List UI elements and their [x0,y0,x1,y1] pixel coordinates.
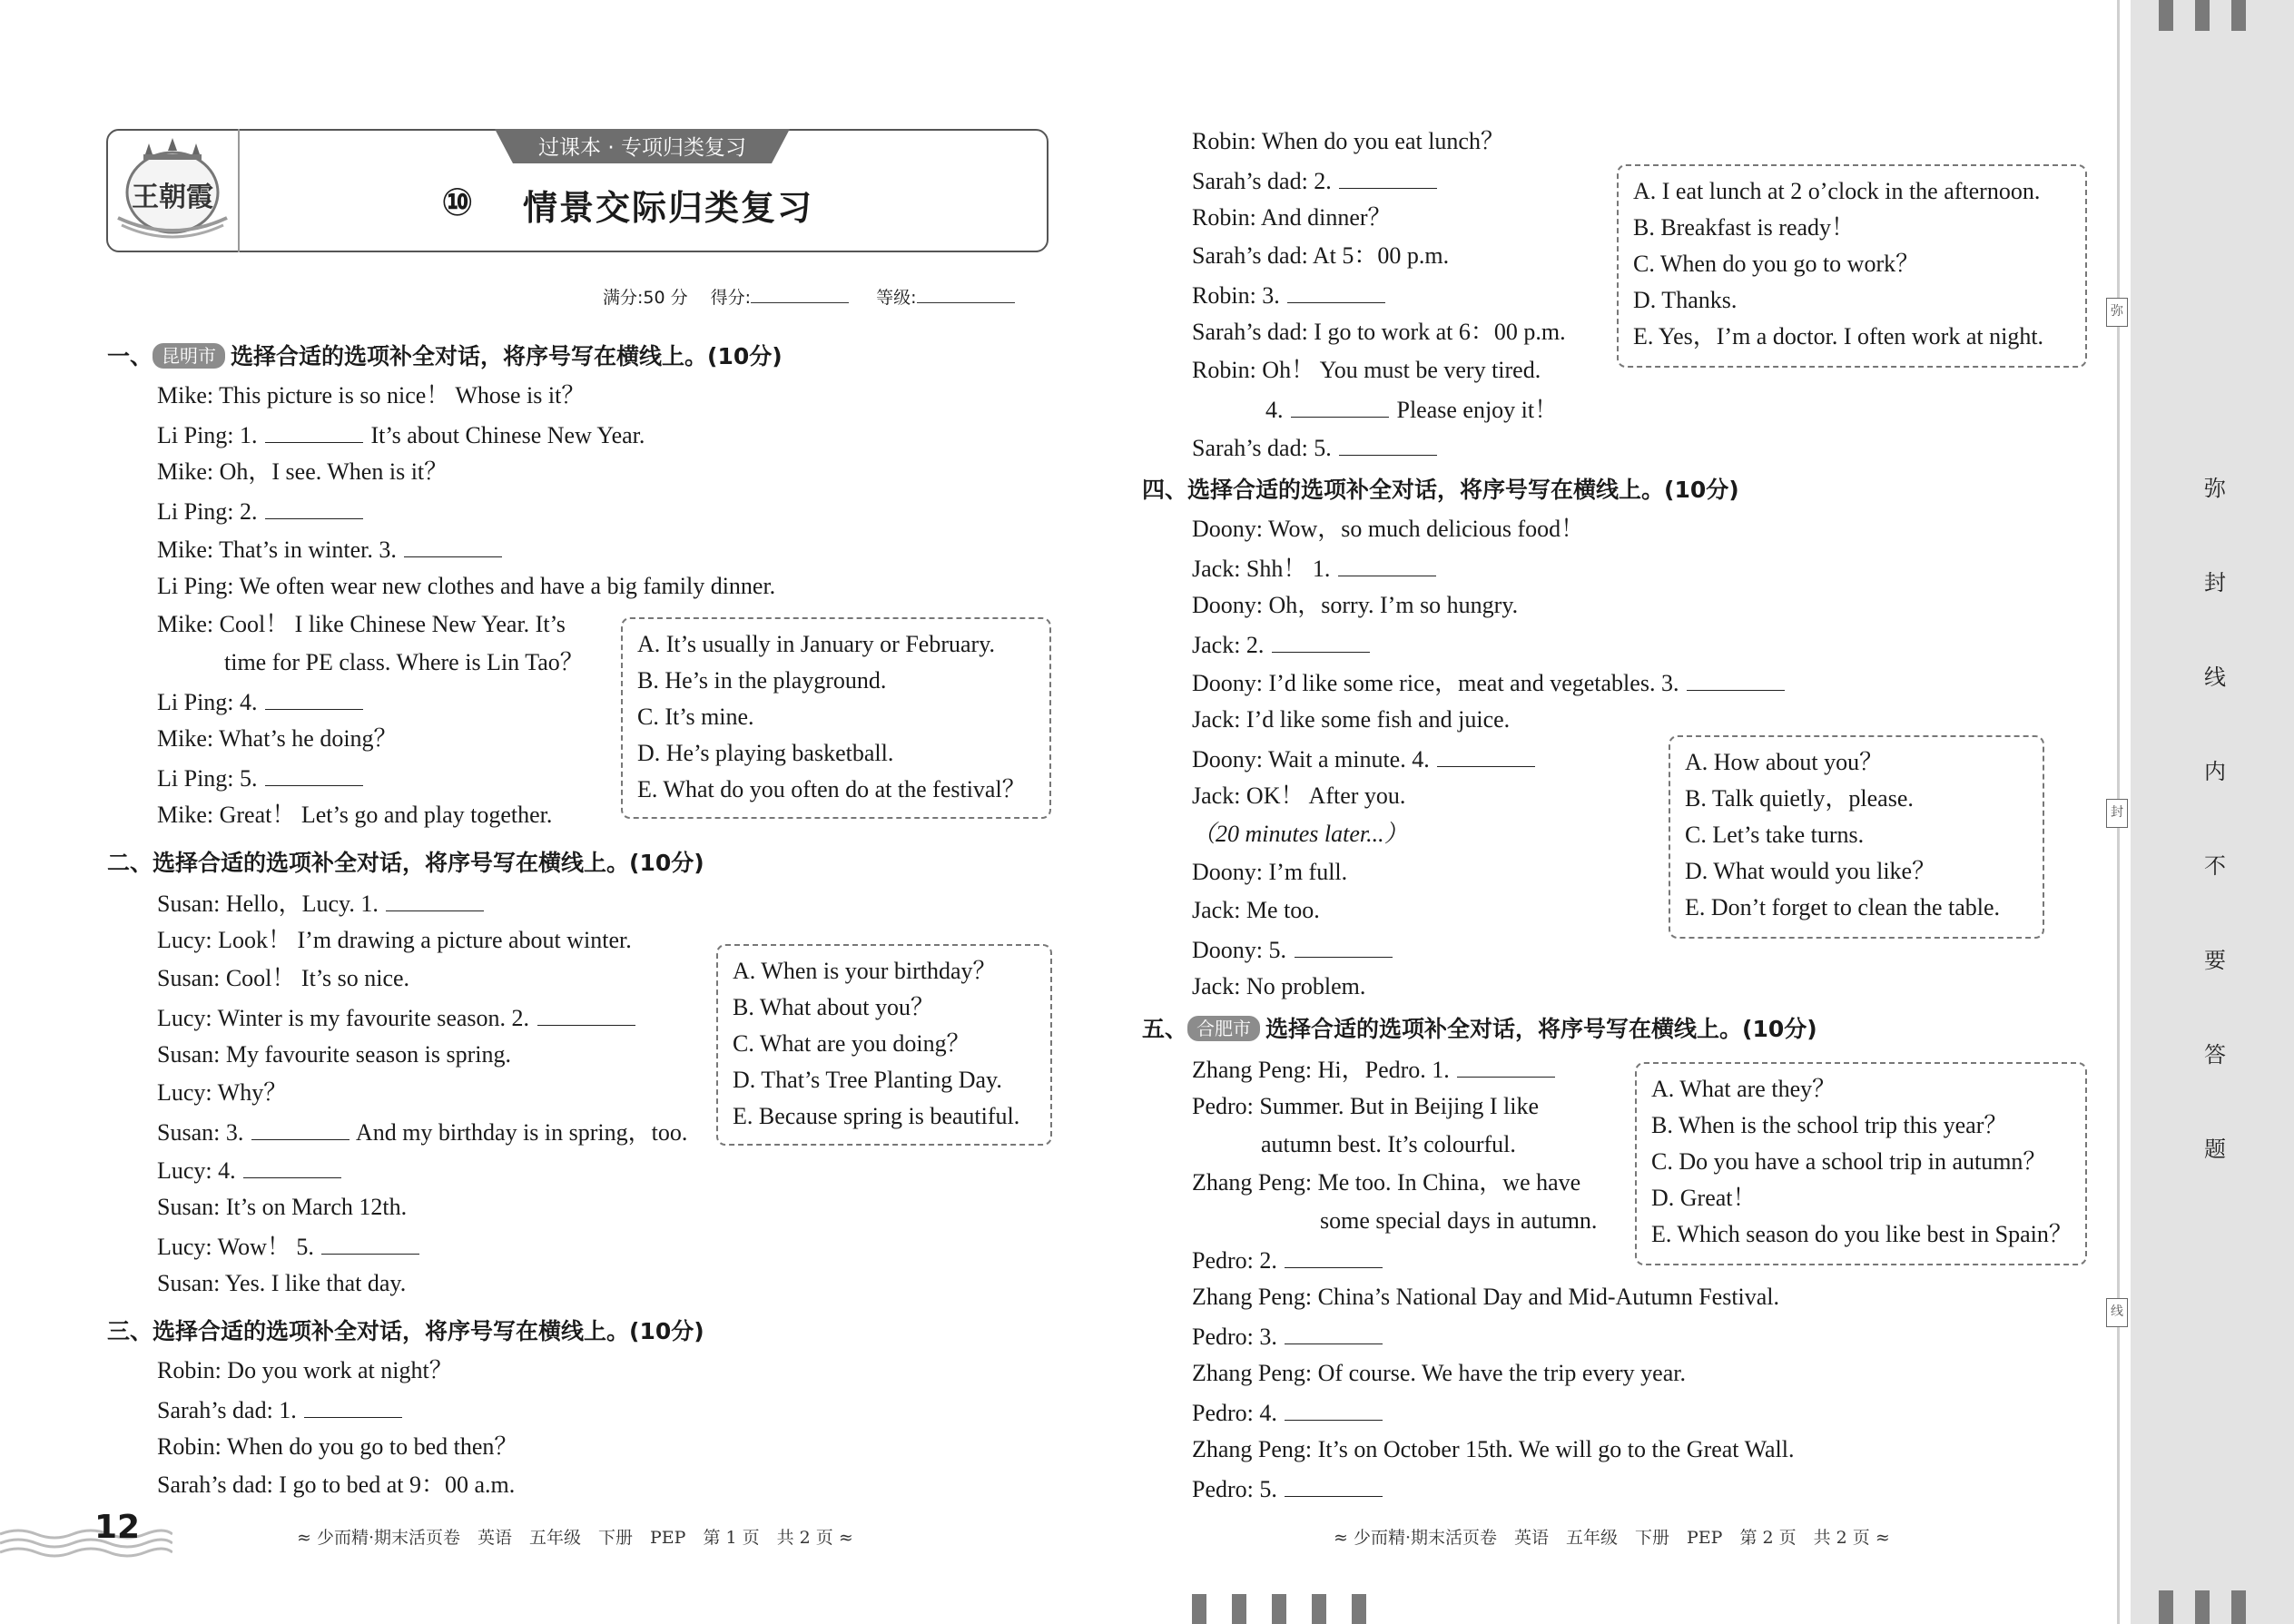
dialog-line: Susan: Hello，Lucy. 1. [157,887,486,920]
option-item: A. What are they？ [1651,1076,1836,1102]
page-title: 情景交际归类复习 [523,188,814,228]
dialog-line: Robin: When do you go to bed then？ [157,1433,518,1460]
dialog-line: Mike: Oh，I see. When is it？ [157,458,448,485]
binding-strip [2131,0,2294,1624]
binding-marker-mi: 弥 [2106,298,2128,327]
section-number: 四、 [1142,477,1188,503]
option-item: E. Which season do you like best in Spain？ [1651,1221,2072,1247]
answer-blank[interactable] [243,1154,341,1178]
dialog-line: Robin: And dinner？ [1192,204,1392,231]
page-number: 12 [94,1509,141,1546]
option-item: E. Because spring is beautiful. [733,1103,1020,1129]
section-5-heading [1142,1014,1817,1045]
answer-blank[interactable] [1285,1320,1383,1344]
option-item: E. Don’t forget to clean the table. [1685,894,2001,920]
binding-mark [1192,1594,1206,1624]
dialog-line: Pedro: 4. [1192,1396,1384,1429]
binding-text: 内 [2204,759,2226,784]
dialog-line: Zhang Peng: China’s National Day and Mid-Autumn Festival. [1192,1284,1780,1310]
title-divider [238,129,240,252]
option-item: D. What would you like？ [1685,858,1936,884]
option-item: A. I eat lunch at 2 o’clock in the afternoon. [1633,178,2041,204]
option-item: C. Do you have a school trip in autumn？ [1651,1148,2047,1175]
dialog-line: Mike: Great！ Let’s go and play together. [157,802,553,828]
dialog-line: Jack: Me too. [1192,897,1320,923]
dialog-line: Doony: 5. [1192,933,1394,966]
binding-mark [2159,1590,2173,1624]
answer-blank[interactable] [1295,933,1393,958]
dialog-line: Mike: What’s he doing？ [157,725,398,752]
dialog-line: Pedro: 3. [1192,1320,1384,1353]
option-item: D. Thanks. [1633,287,1738,313]
dialog-line: Robin: Do you work at night？ [157,1357,453,1383]
dialog-line: Zhang Peng: Of course. We have the trip every year. [1192,1360,1686,1386]
logo [111,134,234,247]
section-2-heading [107,848,704,879]
answer-blank[interactable] [1285,1472,1383,1497]
dialog-line: some special days in autumn. [1320,1207,1598,1234]
dialog-line: Sarah’s dad: At 5：00 p.m. [1192,242,1450,269]
answer-blank[interactable] [1272,628,1370,653]
dialog-line: Robin: When do you eat lunch？ [1192,128,1504,154]
dialog-line: Doony: I’m full. [1192,859,1348,885]
answer-blank[interactable] [265,762,363,786]
stage-direction: （20 minutes later...） [1192,821,1408,847]
dialog-line: Jack: I’d like some fish and juice. [1192,706,1511,733]
option-item: B. He’s in the playground. [637,667,887,694]
dialog-line: Susan: 3. And my birthday is in spring，too. [157,1116,687,1148]
binding-text: 线 [2204,664,2226,690]
banner [495,129,790,163]
answer-blank[interactable] [1291,393,1389,418]
dialog-line: Li Ping: We often wear new clothes and have a big family dinner. [157,573,776,599]
dialog-line: Doony: Wait a minute. 4. [1192,743,1537,775]
dialog-line: Sarah’s dad: 1. [157,1393,404,1426]
option-item: C. It’s mine. [637,704,754,730]
dialog-line: Doony: Oh，sorry. I’m so hungry. [1192,592,1519,618]
dialog-line: Jack: No problem. [1192,973,1366,999]
dialog-line: Lucy: Wow！ 5. [157,1230,421,1263]
title-number: ⑩ [441,180,474,224]
wave-icon [0,1521,172,1558]
option-item: E. Yes，I’m a doctor. I often work at night. [1633,323,2044,349]
binding-mark [2195,1590,2210,1624]
option-item: B. When is the school trip this year？ [1651,1112,2008,1138]
answer-blank[interactable] [1287,279,1385,303]
footer-right: ≈ 少而精·期末活页卷 英语 五年级 下册 PEP 第 2 页 共 2 页 ≈ [1334,1528,1890,1548]
answer-blank[interactable] [321,1230,419,1255]
options-box [621,617,1051,819]
section-3-heading [107,1316,704,1347]
dialog-line: Jack: OK！ After you. [1192,782,1406,809]
option-item: C. What are you doing？ [733,1030,970,1057]
section-instruction: 选择合适的选项补全对话，将序号写在横线上。(10分) [1265,1016,1817,1042]
section-number: 五、 [1142,1016,1188,1042]
section-number: 三、 [107,1318,153,1344]
section-instruction: 选择合适的选项补全对话，将序号写在横线上。(10分) [231,343,783,369]
binding-mark [1272,1594,1286,1624]
answer-blank[interactable] [1437,743,1535,767]
dialog-line: Susan: My favourite season is spring. [157,1041,511,1068]
dialog-line: Zhang Peng: Me too. In China，we have [1192,1169,1581,1196]
dialog-line: Lucy: Winter is my favourite season. 2. [157,1001,637,1034]
section-instruction: 选择合适的选项补全对话，将序号写在横线上。(10分) [153,1318,704,1344]
region-tag: 昆明市 [153,343,225,369]
options-box [716,944,1052,1146]
answer-blank[interactable] [304,1393,402,1418]
option-item: B. Talk quietly，please. [1685,785,1914,812]
region-tag: 合肥市 [1187,1016,1260,1041]
binding-mark [1352,1594,1366,1624]
dialog-line: Lucy: 4. [157,1154,343,1186]
dialog-line: 4. Please enjoy it！ [1265,393,1558,426]
dialog-line: Pedro: 5. [1192,1472,1384,1505]
option-item: D. Great！ [1651,1185,1757,1211]
binding-mark [2159,0,2173,31]
score-line [603,284,1015,309]
logo-text: 王朝霞 [132,182,213,213]
dialog-line: Susan: Yes. I like that day. [157,1270,407,1296]
binding-text: 封 [2204,570,2226,595]
binding-text: 不 [2204,853,2226,879]
dialog-line: autumn best. It’s colourful. [1261,1131,1516,1157]
answer-blank[interactable] [386,887,484,911]
dialog-line: Robin: Oh！ You must be very tired. [1192,357,1541,383]
option-item: A. It’s usually in January or February. [637,631,996,657]
dialog-line: Jack: Shh！ 1. [1192,552,1438,585]
answer-blank[interactable] [1285,1244,1383,1268]
option-item: E. What do you often do at the festival？ [637,776,1026,802]
answer-blank[interactable] [265,685,363,710]
full-score: 满分:50 分 [603,288,688,308]
answer-blank[interactable] [265,418,363,443]
dialog-line: Pedro: 2. [1192,1244,1384,1276]
dialog-line: Li Ping: 2. [157,495,365,527]
options-box [1635,1062,2087,1265]
dialog-line: Sarah’s dad: I go to bed at 9：00 a.m. [157,1471,516,1498]
answer-blank[interactable] [1457,1053,1555,1078]
score-label: 得分: [710,288,752,308]
answer-blank[interactable] [1339,431,1437,456]
binding-mark [2231,1590,2246,1624]
section-number: 二、 [107,850,153,876]
binding-marker-xian: 线 [2106,1298,2128,1327]
dialog-line: Susan: It’s on March 12th. [157,1194,408,1220]
section-1-heading [107,341,783,372]
dialog-line: Robin: 3. [1192,279,1387,311]
binding-mark [2231,0,2246,31]
option-item: B. What about you？ [733,994,934,1020]
option-item: A. How about you？ [1685,749,1884,775]
binding-text: 答 [2204,1042,2226,1068]
section-4-heading [1142,475,1739,506]
section-instruction: 选择合适的选项补全对话，将序号写在横线上。(10分) [153,850,704,876]
binding-mark [2195,0,2210,31]
page-number-wave [0,1521,172,1558]
dialog-line: Sarah’s dad: I go to work at 6：00 p.m. [1192,319,1566,345]
binding-text: 题 [2204,1137,2226,1162]
footer-left: ≈ 少而精·期末活页卷 英语 五年级 下册 PEP 第 1 页 共 2 页 ≈ [297,1528,853,1548]
dialog-line: time for PE class. Where is Lin Tao？ [224,649,584,675]
binding-text: 要 [2204,948,2226,973]
binding-mark [1312,1594,1326,1624]
answer-blank[interactable] [404,533,502,557]
grade-field[interactable] [917,284,1015,303]
option-item: D. That’s Tree Planting Day. [733,1067,1002,1093]
section-instruction: 选择合适的选项补全对话，将序号写在横线上。(10分) [1187,477,1739,503]
answer-blank[interactable] [265,495,363,519]
options-box [1669,735,2044,939]
banner-text: 过课本 · 专项归类复习 [538,136,746,160]
answer-blank[interactable] [537,1001,635,1026]
dialog-line: Zhang Peng: Hi，Pedro. 1. [1192,1053,1557,1086]
option-item: B. Breakfast is ready！ [1633,214,1856,241]
dialog-line: Mike: That’s in winter. 3. [157,533,504,566]
answer-blank[interactable] [1338,552,1436,576]
dialog-line: Li Ping: 5. [157,762,365,794]
grade-label: 等级: [876,288,917,308]
option-item: A. When is your birthday？ [733,958,997,984]
answer-blank[interactable] [251,1116,350,1140]
binding-marker-feng: 封 [2106,799,2128,828]
dialog-line: Pedro: Summer. But in Beijing I like [1192,1093,1540,1119]
dialog-line: Doony: I’d like some rice，meat and vegetables. 3. [1192,666,1787,699]
answer-blank[interactable] [1339,164,1437,189]
dialog-line: Li Ping: 4. [157,685,365,718]
dialog-line: Doony: Wow，so much delicious food！ [1192,516,1585,542]
answer-blank[interactable] [1687,666,1785,691]
option-item: C. Let’s take turns. [1685,822,1865,848]
dialog-line: Jack: 2. [1192,628,1372,661]
dialog-line: Sarah’s dad: 2. [1192,164,1439,197]
dialog-line: Lucy: Look！ I’m drawing a picture about winter. [157,927,632,953]
options-box [1617,164,2087,368]
dialog-line: Sarah’s dad: 5. [1192,431,1439,464]
dialog-line: Mike: This picture is so nice！ Whose is it？ [157,382,586,408]
section-number: 一、 [107,343,153,369]
option-item: C. When do you go to work？ [1633,251,1920,277]
dialog-line: Lucy: Why？ [157,1079,288,1106]
dialog-line: Li Ping: 1. It’s about Chinese New Year. [157,418,645,451]
binding-mark [1232,1594,1246,1624]
binding-text: 弥 [2204,476,2226,501]
dialog-line: Susan: Cool！ It’s so nice. [157,965,410,991]
dialog-line: Zhang Peng: It’s on October 15th. We will go to the Great Wall. [1192,1436,1795,1462]
answer-blank[interactable] [1285,1396,1383,1421]
option-item: D. He’s playing basketball. [637,740,894,766]
dialog-line: Mike: Cool！ I like Chinese New Year. It’s [157,611,566,637]
score-field[interactable] [751,284,849,303]
